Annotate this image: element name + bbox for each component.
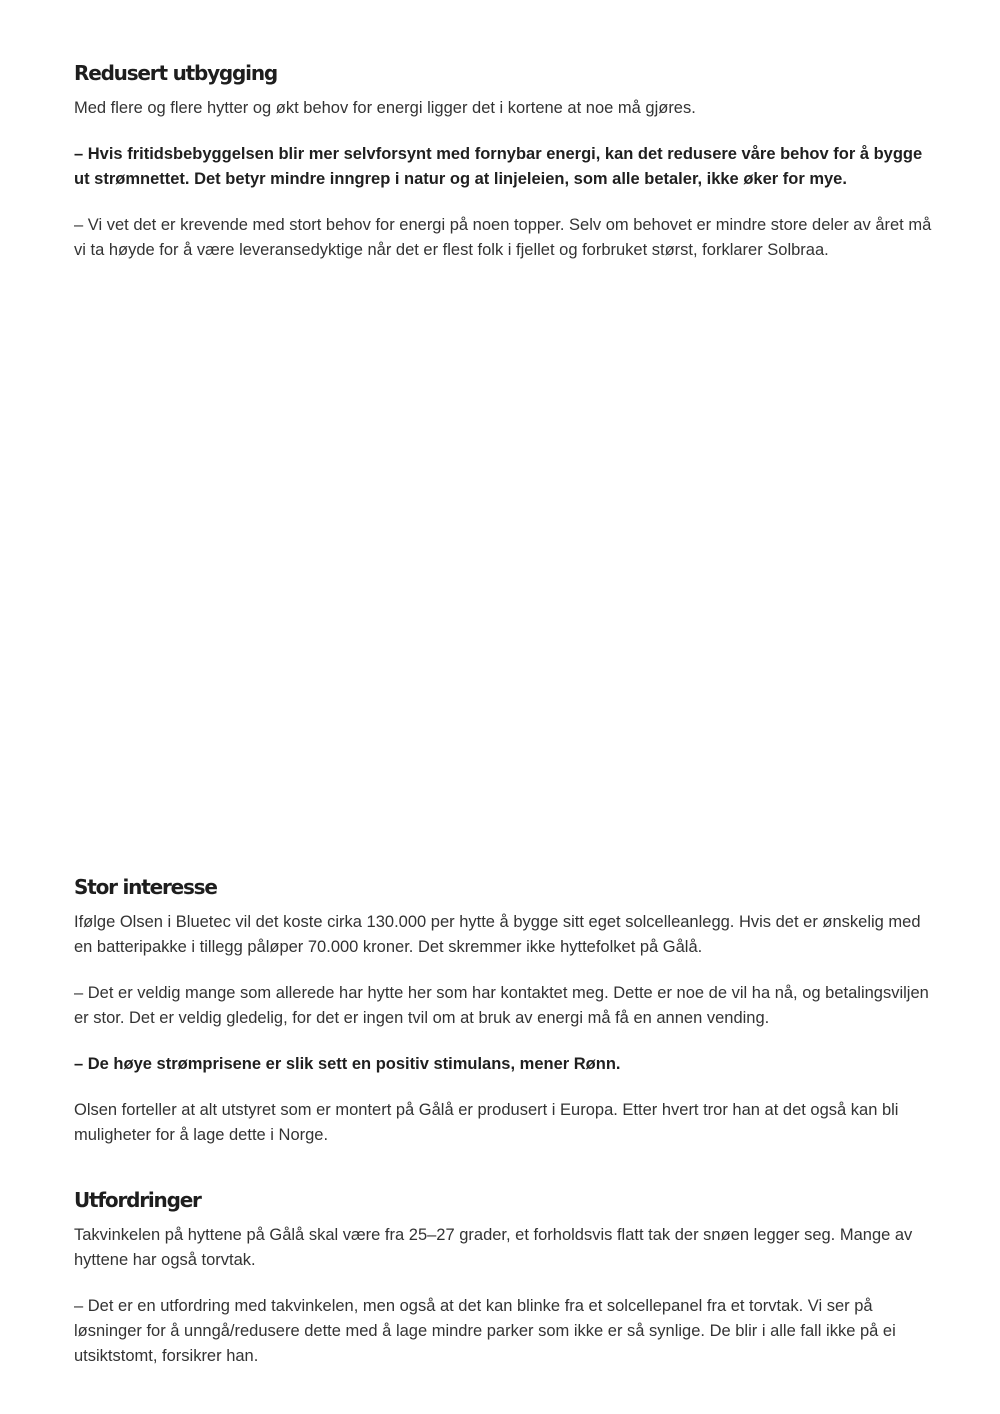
section-utfordringer [74, 1187, 934, 1369]
section-redusert-utbygging [74, 60, 934, 263]
section-stor-interesse [74, 874, 934, 1148]
paragraph: Olsen forteller at alt utstyret som er montert på Gålå er produsert i Europa. Etter hvert tror han at det også kan bli muligheter for å lage dette i Norge. [74, 1101, 899, 1144]
quote-paragraph: – De høye strømprisene er slik sett en positiv stimulans, mener Rønn. [74, 1055, 621, 1073]
paragraph: Med flere og flere hytter og økt behov for energi ligger det i kortene at noe må gjøres. [74, 99, 696, 117]
quote-paragraph: – Det er en utfordring med takvinkelen, men også at det kan blinke fra et solcellepanel fra et torvtak. Vi ser på løsninger for å unngå/redusere dette med å lage mindre parker som ikke er så synlige. De blir i alle fall ikke på ei utsiktstomt, forsikrer han. [74, 1297, 896, 1365]
section-heading: Redusert utbygging [74, 61, 277, 85]
quote-paragraph: – Det er veldig mange som allerede har hytte her som har kontaktet meg. Dette er noe de vil ha nå, og betalingsviljen er stor. Det er veldig gledelig, for det er ingen tvil om at bruk av energi må få en annen vending. [74, 984, 929, 1027]
paragraph: Takvinkelen på hyttene på Gålå skal være fra 25–27 grader, et forholdsvis flatt tak der snøen legger seg. Mange av hyttene har også torvtak. [74, 1226, 913, 1269]
paragraph: Ifølge Olsen i Bluetec vil det koste cirka 130.000 per hytte å bygge sitt eget solcelleanlegg. Hvis det er ønskelig med en batteripakke i tillegg påløper 70.000 kroner. Det skremmer ikke hyttefolket på Gålå. [74, 913, 921, 956]
quote-paragraph: – Hvis fritidsbebyggelsen blir mer selvforsynt med fornybar energi, kan det redusere våre behov for å bygge ut strømnettet. Det betyr mindre inngrep i natur og at linjeleien, som alle betaler, ikke øker for mye. [74, 145, 923, 188]
empty-media-area [74, 300, 934, 840]
quote-paragraph: – Vi vet det er krevende med stort behov for energi på noen topper. Selv om behovet er mindre store deler av året må vi ta høyde for å være leveransedyktige når det er flest folk i fjellet og forbruket størst, forklarer Solbraa. [74, 216, 932, 259]
section-heading: Utfordringer [74, 1188, 201, 1212]
section-heading: Stor interesse [74, 875, 217, 899]
